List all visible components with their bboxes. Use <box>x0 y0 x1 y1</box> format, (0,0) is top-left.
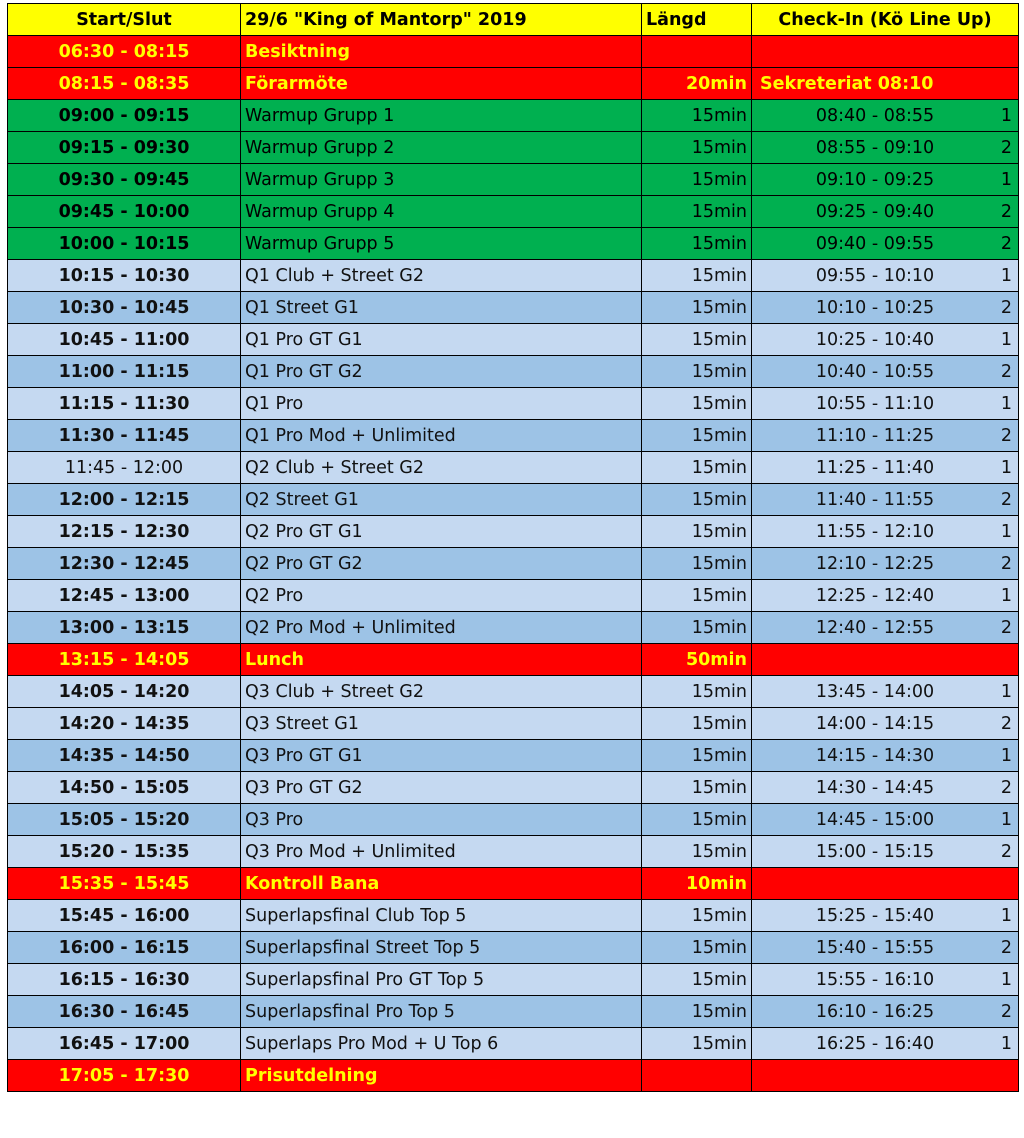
schedule-row <box>8 132 1019 164</box>
schedule-row <box>8 932 1019 964</box>
event-cell: Lunch <box>241 644 642 676</box>
length-cell: 15min <box>642 676 752 708</box>
schedule-table <box>7 3 1019 1092</box>
checkin-range: 14:15 - 14:30 <box>815 745 935 766</box>
checkin-cell <box>752 612 1019 644</box>
checkin-cell <box>752 644 1019 676</box>
time-cell: 10:15 - 10:30 <box>8 260 241 292</box>
schedule-row <box>8 228 1019 260</box>
checkin-cell <box>752 68 1019 100</box>
event-cell: Q1 Pro <box>241 388 642 420</box>
checkin-range: 11:40 - 11:55 <box>815 489 935 510</box>
length-cell <box>642 1060 752 1092</box>
checkin-range: 09:55 - 10:10 <box>815 265 935 286</box>
checkin-range: 09:10 - 09:25 <box>815 169 935 190</box>
group-number: 1 <box>1000 745 1012 766</box>
length-cell: 15min <box>642 516 752 548</box>
checkin-range: 10:10 - 10:25 <box>815 297 935 318</box>
time-cell: 08:15 - 08:35 <box>8 68 241 100</box>
length-cell: 15min <box>642 324 752 356</box>
event-cell: Kontroll Bana <box>241 868 642 900</box>
schedule-row <box>8 164 1019 196</box>
checkin-range: 08:40 - 08:55 <box>815 105 935 126</box>
checkin-cell <box>752 100 1019 132</box>
header-start-slut: Start/Slut <box>8 4 241 36</box>
group-number: 1 <box>1000 105 1012 126</box>
time-cell: 15:20 - 15:35 <box>8 836 241 868</box>
schedule-row <box>8 196 1019 228</box>
time-cell: 15:05 - 15:20 <box>8 804 241 836</box>
event-cell: Q1 Pro GT G2 <box>241 356 642 388</box>
checkin-range: 11:55 - 12:10 <box>815 521 935 542</box>
checkin-range: 10:40 - 10:55 <box>815 361 935 382</box>
event-cell: Q2 Pro <box>241 580 642 612</box>
length-cell <box>642 36 752 68</box>
group-number: 1 <box>1000 905 1012 926</box>
checkin-cell <box>752 164 1019 196</box>
group-number: 2 <box>1000 361 1012 382</box>
schedule-row <box>8 676 1019 708</box>
event-cell: Q2 Pro GT G2 <box>241 548 642 580</box>
schedule-row <box>8 644 1019 676</box>
time-cell: 11:45 - 12:00 <box>8 452 241 484</box>
event-cell: Superlapsfinal Club Top 5 <box>241 900 642 932</box>
checkin-cell <box>752 580 1019 612</box>
schedule-row <box>8 452 1019 484</box>
checkin-range: 12:10 - 12:25 <box>815 553 935 574</box>
time-cell: 12:30 - 12:45 <box>8 548 241 580</box>
time-cell: 13:15 - 14:05 <box>8 644 241 676</box>
checkin-cell <box>752 804 1019 836</box>
group-number: 1 <box>1000 681 1012 702</box>
time-cell: 14:50 - 15:05 <box>8 772 241 804</box>
schedule-row <box>8 1060 1019 1092</box>
time-cell: 12:45 - 13:00 <box>8 580 241 612</box>
event-cell: Superlapsfinal Pro Top 5 <box>241 996 642 1028</box>
checkin-range: 14:30 - 14:45 <box>815 777 935 798</box>
checkin-cell <box>752 292 1019 324</box>
schedule-row <box>8 772 1019 804</box>
time-cell: 13:00 - 13:15 <box>8 612 241 644</box>
schedule-row <box>8 356 1019 388</box>
length-cell: 15min <box>642 772 752 804</box>
checkin-cell <box>752 132 1019 164</box>
time-cell: 09:15 - 09:30 <box>8 132 241 164</box>
checkin-cell <box>752 708 1019 740</box>
length-cell: 15min <box>642 484 752 516</box>
checkin-cell <box>752 260 1019 292</box>
time-cell: 06:30 - 08:15 <box>8 36 241 68</box>
checkin-range: 14:45 - 15:00 <box>815 809 935 830</box>
checkin-cell <box>752 836 1019 868</box>
schedule-row <box>8 100 1019 132</box>
checkin-cell <box>752 516 1019 548</box>
header-row <box>8 4 1019 36</box>
group-number: 2 <box>1000 201 1012 222</box>
length-cell: 15min <box>642 420 752 452</box>
time-cell: 09:00 - 09:15 <box>8 100 241 132</box>
time-cell: 12:00 - 12:15 <box>8 484 241 516</box>
time-cell: 16:15 - 16:30 <box>8 964 241 996</box>
header-event-title: 29/6 "King of Mantorp" 2019 <box>241 4 642 36</box>
checkin-cell <box>752 676 1019 708</box>
length-cell: 15min <box>642 196 752 228</box>
length-cell: 15min <box>642 996 752 1028</box>
group-number: 1 <box>1000 521 1012 542</box>
length-cell: 15min <box>642 100 752 132</box>
checkin-cell <box>752 324 1019 356</box>
length-cell: 15min <box>642 612 752 644</box>
checkin-cell <box>752 996 1019 1028</box>
checkin-cell <box>752 228 1019 260</box>
checkin-cell <box>752 388 1019 420</box>
checkin-cell <box>752 900 1019 932</box>
group-number: 1 <box>1000 265 1012 286</box>
checkin-range: 16:10 - 16:25 <box>815 1001 935 1022</box>
schedule-row <box>8 292 1019 324</box>
time-cell: 11:00 - 11:15 <box>8 356 241 388</box>
group-number: 2 <box>1000 713 1012 734</box>
time-cell: 14:05 - 14:20 <box>8 676 241 708</box>
time-cell: 10:30 - 10:45 <box>8 292 241 324</box>
checkin-range: Sekreteriat 08:10 <box>760 73 934 94</box>
schedule-row <box>8 548 1019 580</box>
event-cell: Warmup Grupp 2 <box>241 132 642 164</box>
event-cell: Superlapsfinal Street Top 5 <box>241 932 642 964</box>
length-cell: 10min <box>642 868 752 900</box>
group-number: 2 <box>1000 617 1012 638</box>
length-cell: 15min <box>642 260 752 292</box>
time-cell: 11:30 - 11:45 <box>8 420 241 452</box>
schedule-row <box>8 36 1019 68</box>
group-number: 2 <box>1000 297 1012 318</box>
checkin-range: 10:25 - 10:40 <box>815 329 935 350</box>
group-number: 2 <box>1000 937 1012 958</box>
time-cell: 16:00 - 16:15 <box>8 932 241 964</box>
event-cell: Q1 Club + Street G2 <box>241 260 642 292</box>
checkin-range: 16:25 - 16:40 <box>815 1033 935 1054</box>
checkin-range: 08:55 - 09:10 <box>815 137 935 158</box>
event-cell: Superlaps Pro Mod + U Top 6 <box>241 1028 642 1060</box>
time-cell: 12:15 - 12:30 <box>8 516 241 548</box>
length-cell: 15min <box>642 548 752 580</box>
header-length: Längd <box>642 4 752 36</box>
length-cell: 15min <box>642 1028 752 1060</box>
time-cell: 11:15 - 11:30 <box>8 388 241 420</box>
length-cell: 15min <box>642 580 752 612</box>
checkin-range: 12:40 - 12:55 <box>815 617 935 638</box>
length-cell: 15min <box>642 932 752 964</box>
checkin-range: 15:25 - 15:40 <box>815 905 935 926</box>
event-cell: Warmup Grupp 3 <box>241 164 642 196</box>
schedule-row <box>8 420 1019 452</box>
group-number: 2 <box>1000 137 1012 158</box>
checkin-range: 10:55 - 11:10 <box>815 393 935 414</box>
group-number: 2 <box>1000 233 1012 254</box>
checkin-cell <box>752 740 1019 772</box>
schedule-row <box>8 836 1019 868</box>
checkin-range: 13:45 - 14:00 <box>815 681 935 702</box>
length-cell: 20min <box>642 68 752 100</box>
checkin-cell <box>752 420 1019 452</box>
checkin-range: 11:25 - 11:40 <box>815 457 935 478</box>
schedule-row <box>8 484 1019 516</box>
group-number: 2 <box>1000 1001 1012 1022</box>
checkin-range: 09:40 - 09:55 <box>815 233 935 254</box>
header-checkin: Check-In (Kö Line Up) <box>752 4 1019 36</box>
group-number: 1 <box>1000 969 1012 990</box>
time-cell: 15:45 - 16:00 <box>8 900 241 932</box>
length-cell: 15min <box>642 164 752 196</box>
checkin-cell <box>752 196 1019 228</box>
time-cell: 14:20 - 14:35 <box>8 708 241 740</box>
checkin-cell <box>752 356 1019 388</box>
event-cell: Q1 Pro Mod + Unlimited <box>241 420 642 452</box>
checkin-cell <box>752 548 1019 580</box>
checkin-cell <box>752 1060 1019 1092</box>
schedule-row <box>8 868 1019 900</box>
checkin-cell <box>752 452 1019 484</box>
event-cell: Förarmöte <box>241 68 642 100</box>
length-cell: 15min <box>642 964 752 996</box>
checkin-range: 09:25 - 09:40 <box>815 201 935 222</box>
schedule-row <box>8 388 1019 420</box>
event-cell: Warmup Grupp 4 <box>241 196 642 228</box>
event-cell: Q2 Pro GT G1 <box>241 516 642 548</box>
event-cell: Q3 Street G1 <box>241 708 642 740</box>
group-number: 2 <box>1000 553 1012 574</box>
checkin-range: 11:10 - 11:25 <box>815 425 935 446</box>
schedule-row <box>8 580 1019 612</box>
schedule-row <box>8 804 1019 836</box>
event-cell: Q3 Pro <box>241 804 642 836</box>
group-number: 1 <box>1000 393 1012 414</box>
checkin-cell <box>752 964 1019 996</box>
checkin-range: 15:55 - 16:10 <box>815 969 935 990</box>
length-cell: 15min <box>642 804 752 836</box>
checkin-cell <box>752 932 1019 964</box>
time-cell: 09:45 - 10:00 <box>8 196 241 228</box>
length-cell: 15min <box>642 452 752 484</box>
time-cell: 15:35 - 15:45 <box>8 868 241 900</box>
event-cell: Q3 Pro GT G1 <box>241 740 642 772</box>
group-number: 2 <box>1000 425 1012 446</box>
event-cell: Warmup Grupp 5 <box>241 228 642 260</box>
time-cell: 10:45 - 11:00 <box>8 324 241 356</box>
schedule-row <box>8 612 1019 644</box>
length-cell: 15min <box>642 836 752 868</box>
group-number: 1 <box>1000 1033 1012 1054</box>
schedule-row <box>8 516 1019 548</box>
length-cell: 15min <box>642 292 752 324</box>
event-cell: Prisutdelning <box>241 1060 642 1092</box>
event-cell: Besiktning <box>241 36 642 68</box>
time-cell: 14:35 - 14:50 <box>8 740 241 772</box>
checkin-range: 12:25 - 12:40 <box>815 585 935 606</box>
time-cell: 10:00 - 10:15 <box>8 228 241 260</box>
schedule-row <box>8 260 1019 292</box>
checkin-cell <box>752 772 1019 804</box>
group-number: 1 <box>1000 169 1012 190</box>
length-cell: 15min <box>642 356 752 388</box>
group-number: 1 <box>1000 585 1012 606</box>
schedule-row <box>8 1028 1019 1060</box>
length-cell: 15min <box>642 708 752 740</box>
time-cell: 09:30 - 09:45 <box>8 164 241 196</box>
length-cell: 15min <box>642 740 752 772</box>
time-cell: 16:30 - 16:45 <box>8 996 241 1028</box>
checkin-range: 14:00 - 14:15 <box>815 713 935 734</box>
checkin-range: 15:00 - 15:15 <box>815 841 935 862</box>
checkin-cell <box>752 36 1019 68</box>
length-cell: 15min <box>642 132 752 164</box>
length-cell: 15min <box>642 388 752 420</box>
schedule-row <box>8 900 1019 932</box>
event-cell: Warmup Grupp 1 <box>241 100 642 132</box>
event-cell: Q1 Street G1 <box>241 292 642 324</box>
group-number: 2 <box>1000 777 1012 798</box>
event-cell: Q2 Club + Street G2 <box>241 452 642 484</box>
checkin-cell <box>752 484 1019 516</box>
group-number: 1 <box>1000 809 1012 830</box>
event-cell: Q1 Pro GT G1 <box>241 324 642 356</box>
schedule-row <box>8 68 1019 100</box>
event-cell: Q3 Pro GT G2 <box>241 772 642 804</box>
checkin-cell <box>752 1028 1019 1060</box>
group-number: 1 <box>1000 329 1012 350</box>
checkin-cell <box>752 868 1019 900</box>
event-cell: Superlapsfinal Pro GT Top 5 <box>241 964 642 996</box>
schedule-row <box>8 740 1019 772</box>
length-cell: 15min <box>642 900 752 932</box>
time-cell: 16:45 - 17:00 <box>8 1028 241 1060</box>
length-cell: 50min <box>642 644 752 676</box>
schedule-row <box>8 996 1019 1028</box>
group-number: 1 <box>1000 457 1012 478</box>
event-cell: Q3 Pro Mod + Unlimited <box>241 836 642 868</box>
length-cell: 15min <box>642 228 752 260</box>
schedule-row <box>8 708 1019 740</box>
group-number: 2 <box>1000 489 1012 510</box>
checkin-range: 15:40 - 15:55 <box>815 937 935 958</box>
schedule-row <box>8 324 1019 356</box>
event-cell: Q3 Club + Street G2 <box>241 676 642 708</box>
event-cell: Q2 Street G1 <box>241 484 642 516</box>
event-cell: Q2 Pro Mod + Unlimited <box>241 612 642 644</box>
schedule-row <box>8 964 1019 996</box>
time-cell: 17:05 - 17:30 <box>8 1060 241 1092</box>
group-number: 2 <box>1000 841 1012 862</box>
